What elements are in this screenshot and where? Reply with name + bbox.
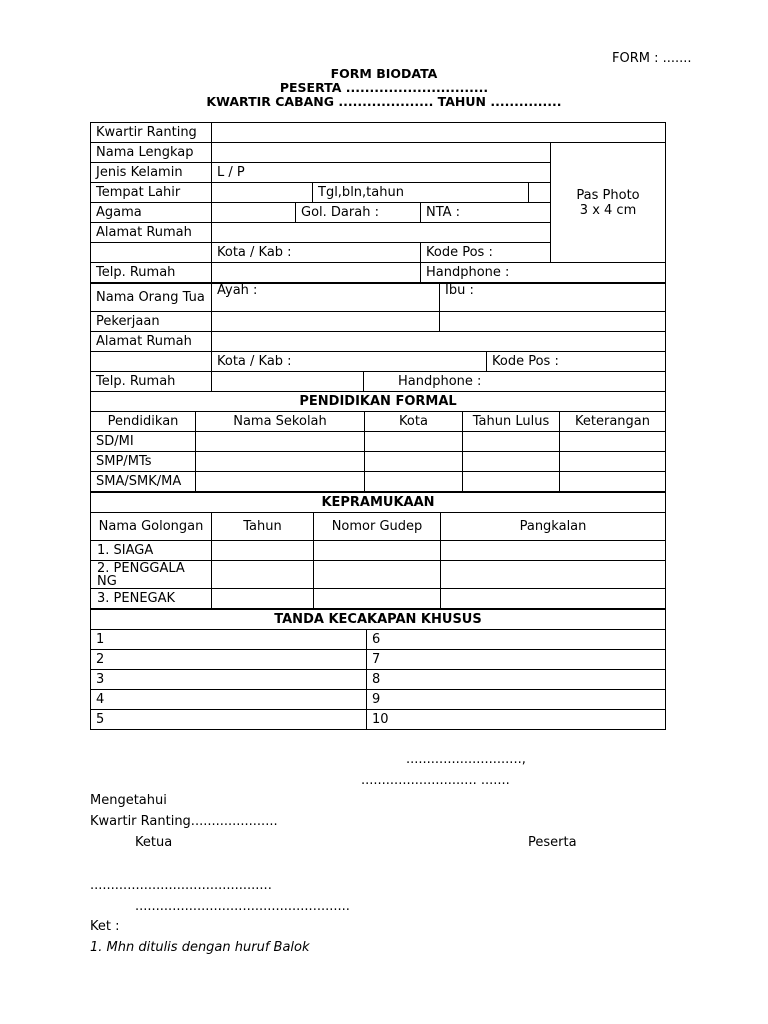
pendidikan-cell[interactable] <box>196 452 365 472</box>
pendidikan-cell[interactable] <box>560 432 666 452</box>
alamat-ortu-field[interactable] <box>212 332 666 352</box>
kepramukaan-header-cell: Pangkalan <box>441 513 666 541</box>
pendidikan-cell[interactable] <box>560 472 666 492</box>
tkk-cell[interactable]: 5 <box>91 710 367 730</box>
pekerjaan-label: Pekerjaan <box>91 312 212 332</box>
kepramukaan-row <box>91 589 666 609</box>
pendidikan-row <box>91 452 666 472</box>
nama-lengkap-label: Nama Lengkap <box>91 143 212 163</box>
kode-pos-ortu-label: Kode Pos : <box>487 352 666 372</box>
kepramukaan-table <box>90 492 666 609</box>
pendidikan-cell[interactable] <box>560 452 666 472</box>
tkk-row <box>91 710 666 730</box>
peserta-label: Peserta <box>528 835 577 850</box>
tkk-cell[interactable]: 2 <box>91 650 367 670</box>
golongan-label: 3. PENEGAK <box>91 589 212 609</box>
kepramukaan-title: KEPRAMUKAAN <box>91 493 666 513</box>
kwartir-ranting-label: Kwartir Ranting <box>91 123 212 143</box>
form-code: FORM : ....... <box>612 51 692 66</box>
ketua-label: Ketua <box>135 835 173 850</box>
jenis-kelamin-label: Jenis Kelamin <box>91 163 212 183</box>
pendidikan-cell[interactable] <box>463 432 560 452</box>
tkk-row <box>91 650 666 670</box>
pendidikan-level: SD/MI <box>91 432 196 452</box>
pendidikan-header-cell: Kota <box>365 412 463 432</box>
kode-pos-label: Kode Pos : <box>421 243 551 263</box>
alamat-blank <box>91 243 212 263</box>
kepramukaan-cell[interactable] <box>441 589 666 609</box>
kepramukaan-cell[interactable] <box>212 541 314 561</box>
pendidikan-table <box>90 391 666 492</box>
pendidikan-cell[interactable] <box>196 432 365 452</box>
tkk-cell[interactable]: 6 <box>367 630 666 650</box>
pas-photo-label: Pas Photo <box>576 187 640 203</box>
tkk-cell[interactable]: 3 <box>91 670 367 690</box>
kepramukaan-cell[interactable] <box>314 541 441 561</box>
place-date-line[interactable]: ............................, <box>406 752 526 767</box>
kepramukaan-row <box>91 541 666 561</box>
agama-field[interactable] <box>212 203 296 223</box>
gol-darah-label: Gol. Darah : <box>296 203 421 223</box>
pendidikan-row <box>91 432 666 452</box>
form-title: FORM BIODATA <box>330 66 438 81</box>
kepramukaan-header-cell: Nama Golongan <box>91 513 212 541</box>
pendidikan-cell[interactable] <box>365 472 463 492</box>
tkk-row <box>91 690 666 710</box>
handphone-ortu-label: Handphone : <box>364 372 666 392</box>
alamat-ortu-blank <box>91 352 212 372</box>
pendidikan-level: SMA/SMK/MA <box>91 472 196 492</box>
kepramukaan-cell[interactable] <box>441 541 666 561</box>
note-text: 1. Mhn ditulis dengan huruf Balok <box>90 940 310 955</box>
tkk-table <box>90 609 666 730</box>
form-subtitle-peserta: PESERTA .............................. <box>279 80 489 95</box>
tkk-title: TANDA KECAKAPAN KHUSUS <box>91 610 666 630</box>
pendidikan-cell[interactable] <box>196 472 365 492</box>
kepramukaan-cell[interactable] <box>314 561 441 589</box>
kota-kab-label: Kota / Kab : <box>212 243 421 263</box>
telp-ortu-field[interactable] <box>212 372 364 392</box>
kepramukaan-header-cell: Nomor Gudep <box>314 513 441 541</box>
alamat-orang-tua-table <box>90 331 666 392</box>
agama-label: Agama <box>91 203 212 223</box>
mengetahui-label: Mengetahui <box>90 793 167 808</box>
pekerjaan-ayah-field[interactable] <box>212 312 440 332</box>
pendidikan-cell[interactable] <box>463 472 560 492</box>
pendidikan-cell[interactable] <box>365 432 463 452</box>
pekerjaan-ibu-field[interactable] <box>440 312 666 332</box>
nama-orang-tua-label: Nama Orang Tua <box>91 284 212 312</box>
tkk-cell[interactable]: 1 <box>91 630 367 650</box>
alamat-ortu-label: Alamat Rumah <box>91 332 212 352</box>
tkk-cell[interactable]: 4 <box>91 690 367 710</box>
telp-rumah-field[interactable] <box>212 263 421 283</box>
kepramukaan-header-row <box>91 513 666 541</box>
pendidikan-cell[interactable] <box>463 452 560 472</box>
tempat-lahir-label: Tempat Lahir <box>91 183 212 203</box>
kepramukaan-row <box>91 561 666 589</box>
kwartir-ranting-sign-label: Kwartir Ranting..................... <box>90 814 278 829</box>
handphone-label: Handphone : <box>421 263 666 283</box>
date-line[interactable]: ............................ ....... <box>361 773 510 788</box>
jenis-kelamin-field[interactable]: L / P <box>212 163 551 183</box>
pendidikan-header-cell: Tahun Lulus <box>463 412 560 432</box>
tgl-lahir-label: Tgl,bln,tahun <box>313 183 529 203</box>
ibu-field[interactable]: Ibu : <box>440 284 666 312</box>
ket-label: Ket : <box>90 919 120 934</box>
signature-line-ketua[interactable]: ............................................ <box>90 878 272 893</box>
tkk-cell[interactable]: 10 <box>367 710 666 730</box>
alamat-rumah-label: Alamat Rumah <box>91 223 212 243</box>
kwartir-ranting-field[interactable] <box>212 123 666 143</box>
kepramukaan-cell[interactable] <box>212 589 314 609</box>
tkk-cell[interactable]: 7 <box>367 650 666 670</box>
kepramukaan-cell[interactable] <box>314 589 441 609</box>
pendidikan-header-cell: Pendidikan <box>91 412 196 432</box>
kepramukaan-cell[interactable] <box>212 561 314 589</box>
pendidikan-cell[interactable] <box>365 452 463 472</box>
signature-line-peserta[interactable]: .................................................... <box>135 899 350 914</box>
kota-kab-ortu-label: Kota / Kab : <box>212 352 487 372</box>
pendidikan-title: PENDIDIKAN FORMAL <box>91 392 666 412</box>
tkk-row <box>91 630 666 650</box>
ayah-field[interactable]: Ayah : <box>212 284 440 312</box>
pas-photo-box <box>551 143 666 263</box>
golongan-label: 2. PENGGALA NG <box>91 561 212 589</box>
golongan-label: 1. SIAGA <box>91 541 212 561</box>
tkk-row <box>91 670 666 690</box>
pendidikan-row <box>91 472 666 492</box>
orang-tua-table <box>90 283 666 332</box>
tgl-lahir-field[interactable] <box>529 183 551 203</box>
tkk-cell[interactable]: 8 <box>367 670 666 690</box>
pendidikan-header-row <box>91 412 666 432</box>
tkk-cell[interactable]: 9 <box>367 690 666 710</box>
nama-lengkap-field[interactable] <box>212 143 551 163</box>
pendidikan-header-cell: Nama Sekolah <box>196 412 365 432</box>
kepramukaan-header-cell: Tahun <box>212 513 314 541</box>
telp-ortu-label: Telp. Rumah <box>91 372 212 392</box>
form-subtitle-kwartir: KWARTIR CABANG .................... TAHUN ............... <box>206 94 562 109</box>
pendidikan-level: SMP/MTs <box>91 452 196 472</box>
pas-photo-size: 3 x 4 cm <box>579 202 637 218</box>
pendidikan-header-cell: Keterangan <box>560 412 666 432</box>
kepramukaan-cell[interactable] <box>441 561 666 589</box>
telp-rumah-label: Telp. Rumah <box>91 263 212 283</box>
alamat-rumah-field[interactable] <box>212 223 551 243</box>
nta-label: NTA : <box>421 203 551 223</box>
tempat-lahir-field[interactable] <box>212 183 313 203</box>
biodata-table <box>90 122 666 283</box>
